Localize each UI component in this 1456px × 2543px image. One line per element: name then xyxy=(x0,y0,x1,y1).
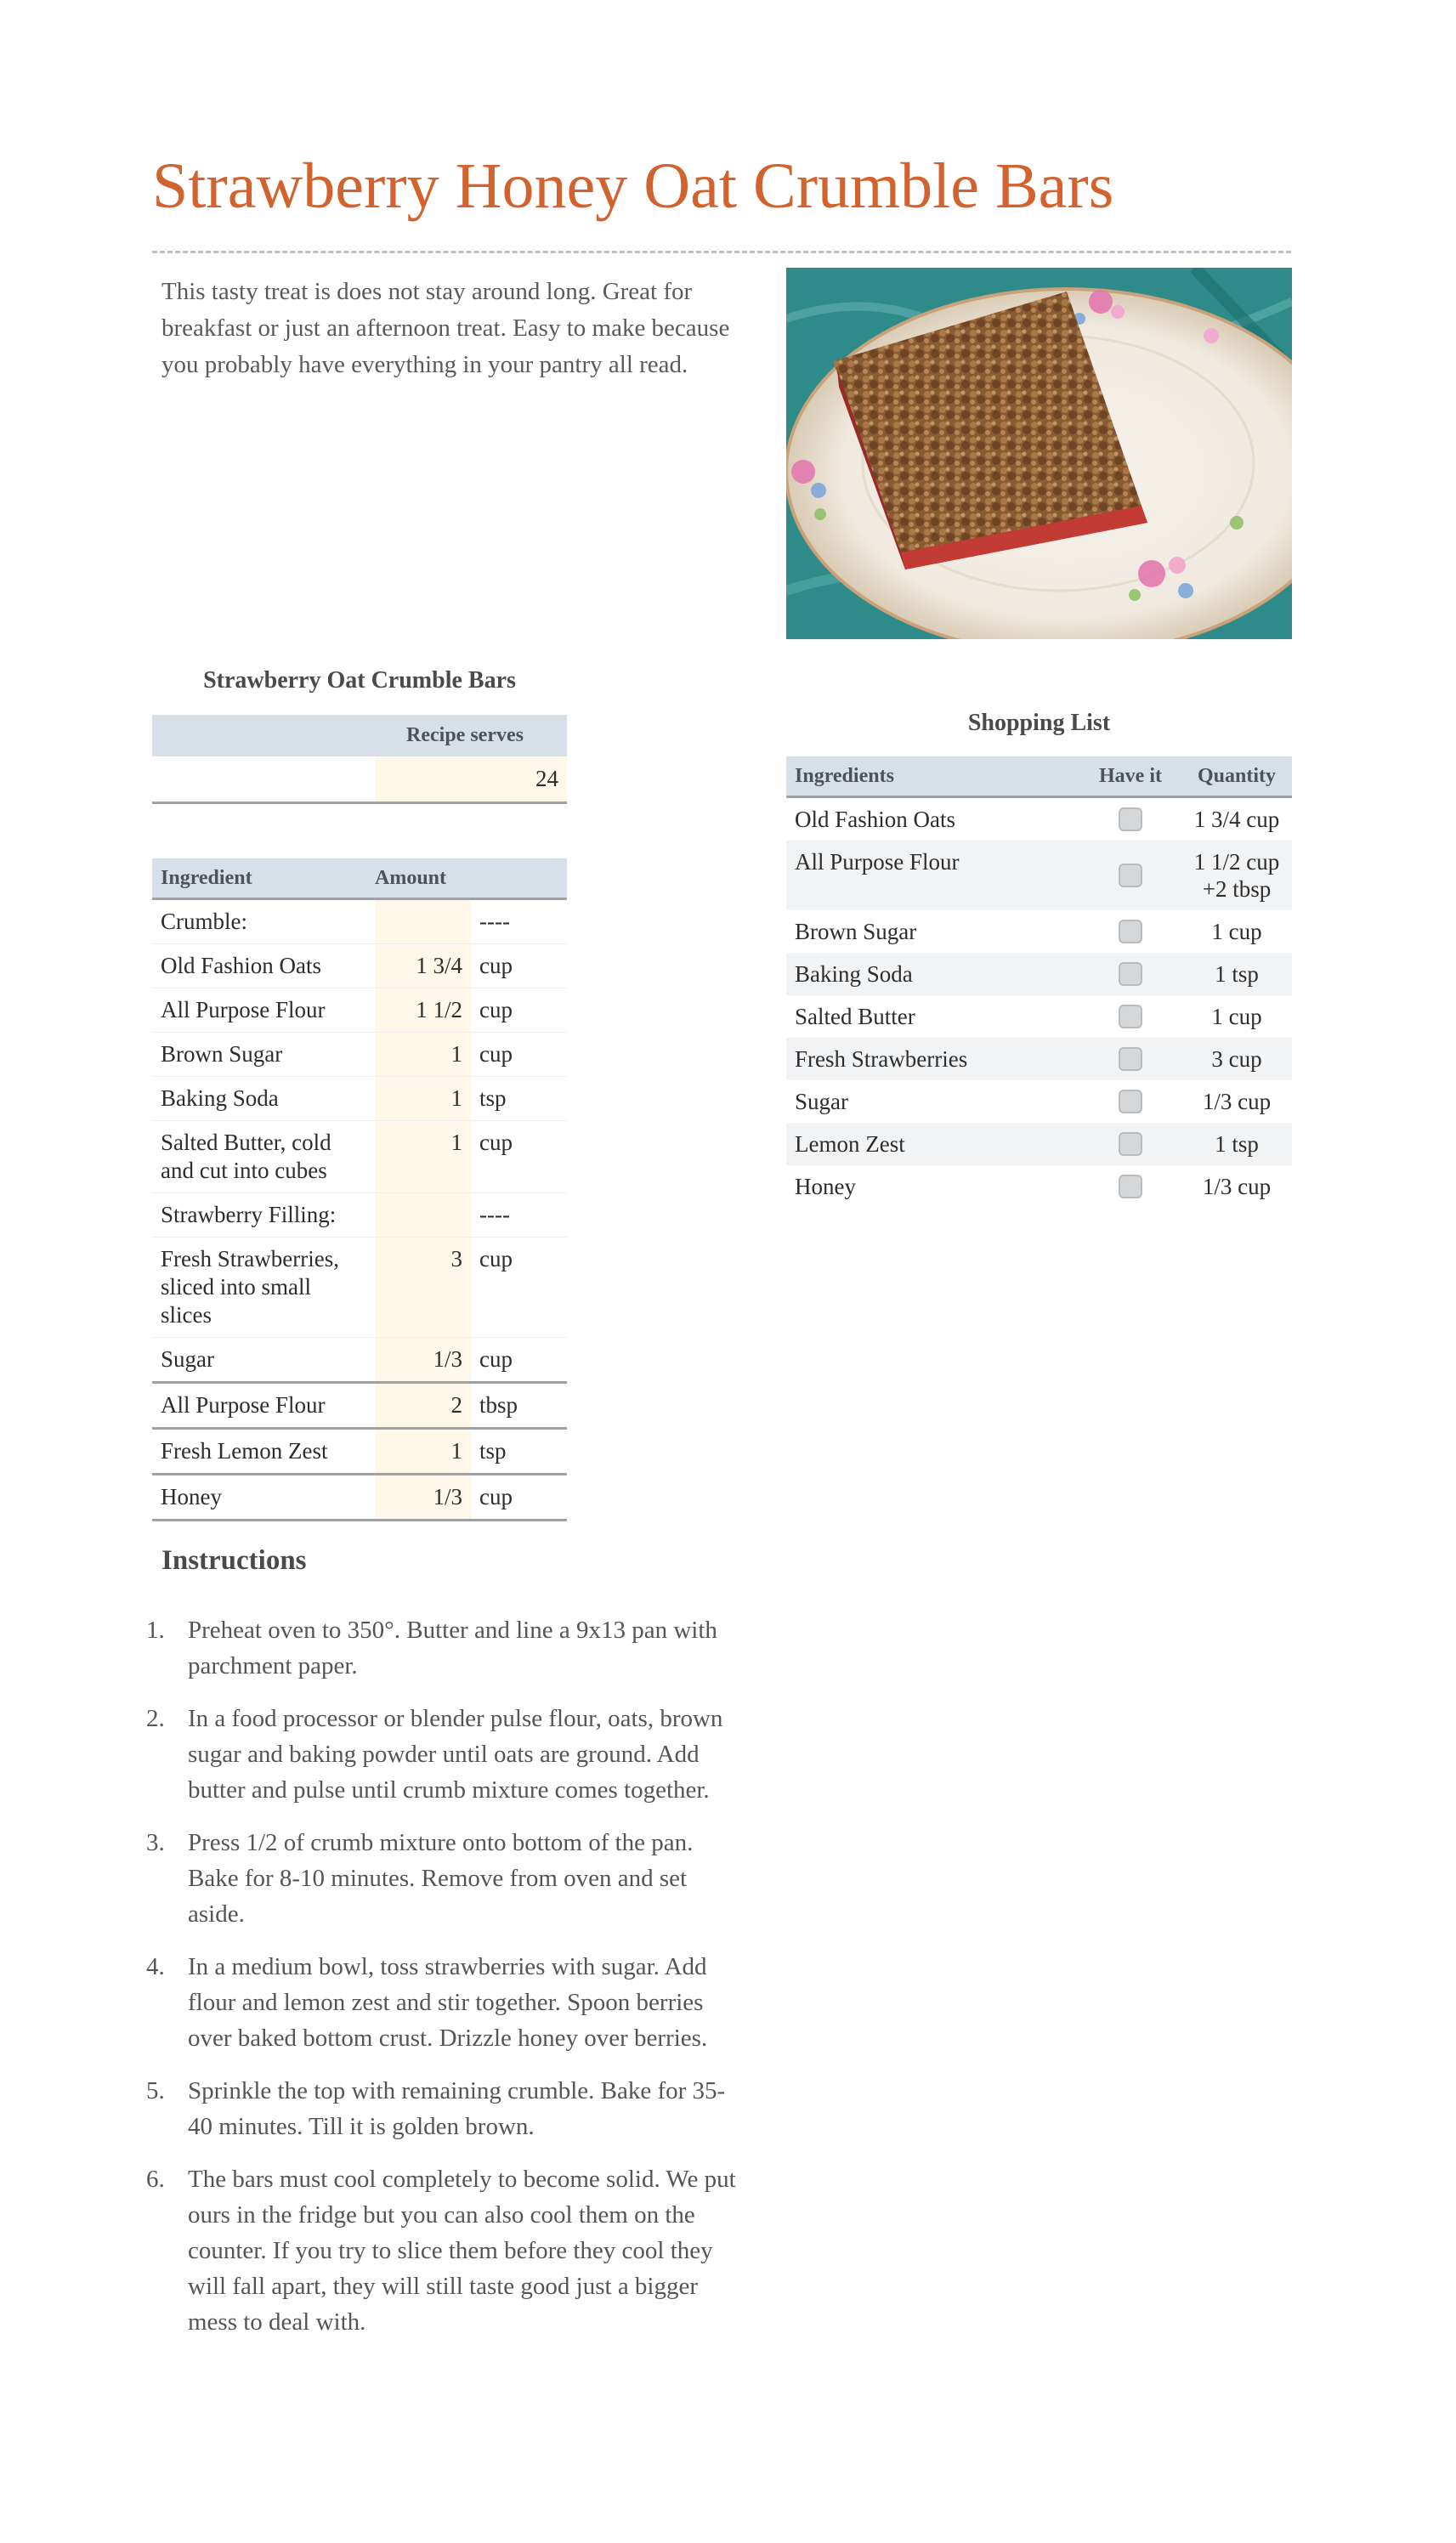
shopping-list-rows xyxy=(786,798,1292,1208)
ingredient-amount[interactable]: 1 xyxy=(375,1430,471,1473)
ingredient-name: Fresh Lemon Zest xyxy=(161,1438,328,1464)
shopping-item-name: Honey xyxy=(795,1174,856,1199)
ingredient-name: Brown Sugar xyxy=(161,1041,283,1067)
shopping-item-quantity: 1 1/2 cup +2 tbsp xyxy=(1193,849,1280,902)
ingredient-unit: cup xyxy=(479,1130,513,1155)
step-number: 2. xyxy=(146,1705,165,1732)
have-it-cell xyxy=(1079,1047,1181,1071)
shopping-item-name: Old Fashion Oats xyxy=(795,807,955,832)
shopping-row xyxy=(786,1123,1292,1165)
ingredient-row xyxy=(152,1238,567,1338)
step-number: 6. xyxy=(146,2166,165,2193)
shopping-item-name: All Purpose Flour xyxy=(795,849,960,875)
have-it-checkbox[interactable] xyxy=(1119,920,1142,943)
ingredient-table xyxy=(152,858,567,1521)
have-it-column-header: Have it xyxy=(1099,764,1162,787)
instruction-step xyxy=(146,1825,741,1932)
serves-header xyxy=(152,715,567,756)
shopping-list-table xyxy=(786,756,1292,1208)
ingredient-name: Sugar xyxy=(161,1346,214,1372)
ingredients-column-header: Ingredients xyxy=(795,764,894,787)
shopping-item-quantity: 1/3 cup xyxy=(1202,1174,1272,1199)
instruction-step xyxy=(146,1949,741,2056)
ingredient-amount[interactable]: 1 xyxy=(375,1077,471,1120)
have-it-cell xyxy=(1079,962,1181,986)
shopping-row xyxy=(786,953,1292,995)
shopping-list-header xyxy=(786,756,1292,798)
ingredient-amount[interactable]: 1 xyxy=(375,1121,471,1192)
have-it-checkbox[interactable] xyxy=(1119,1175,1142,1198)
step-number: 5. xyxy=(146,2077,165,2104)
ingredient-row xyxy=(152,1077,567,1121)
have-it-cell xyxy=(1079,1005,1181,1028)
have-it-cell xyxy=(1079,864,1181,887)
ingredient-row xyxy=(152,900,567,944)
shopping-row xyxy=(786,995,1292,1038)
shopping-item-quantity: 1 cup xyxy=(1211,1004,1262,1029)
instructions-list xyxy=(146,1612,741,2357)
ingredient-amount[interactable] xyxy=(375,1193,471,1237)
serves-row xyxy=(152,756,567,804)
ingredient-name: Salted Butter, cold and cut into cubes xyxy=(161,1130,331,1183)
ingredient-unit: cup xyxy=(479,1484,513,1509)
serves-value[interactable]: 24 xyxy=(375,756,567,801)
instructions-title: Instructions xyxy=(161,1545,307,1576)
have-it-cell xyxy=(1079,1175,1181,1198)
step-text: Sprinkle the top with remaining crumble. Bake for 35-40 minutes. Till it is golden brown. xyxy=(188,2077,726,2140)
ingredient-amount[interactable]: 1/3 xyxy=(375,1475,471,1519)
step-text: In a medium bowl, toss strawberries with sugar. Add flour and lemon zest and stir together. Spoon berries over baked bottom crust. Drizzle honey over berries. xyxy=(188,1953,708,2052)
ingredient-row xyxy=(152,1338,567,1384)
ingredient-name: Strawberry Filling: xyxy=(161,1202,337,1227)
ingredient-row xyxy=(152,944,567,988)
ingredient-unit: tsp xyxy=(479,1438,507,1464)
have-it-checkbox[interactable] xyxy=(1119,1047,1142,1071)
ingredient-column-header: Ingredient xyxy=(161,866,252,889)
step-text: The bars must cool completely to become solid. We put ours in the fridge but you can also cool them on the counter. If you try to slice them before they cool they will fall apart, they will still taste good just a bigger mess to deal with. xyxy=(188,2166,736,2336)
ingredient-amount[interactable]: 2 xyxy=(375,1384,471,1427)
ingredient-amount[interactable]: 1 3/4 xyxy=(375,944,471,988)
crumble-bar-photo xyxy=(786,268,1292,639)
shopping-row xyxy=(786,910,1292,953)
have-it-cell xyxy=(1079,1090,1181,1113)
ingredient-row xyxy=(152,1121,567,1193)
shopping-item-name: Fresh Strawberries xyxy=(795,1046,968,1072)
shopping-row xyxy=(786,1080,1292,1123)
ingredient-unit: tbsp xyxy=(479,1392,518,1418)
intro-text: This tasty treat is does not stay around long. Great for breakfast or just an afternoon treat. Easy to make because you probably have everything in your pantry all read. xyxy=(161,278,730,378)
ingredient-name: Honey xyxy=(161,1484,222,1509)
ingredient-unit: tsp xyxy=(479,1085,507,1111)
shopping-row xyxy=(786,841,1292,910)
ingredient-name: Fresh Strawberries, sliced into small slices xyxy=(161,1246,339,1328)
shopping-row xyxy=(786,1038,1292,1080)
ingredient-unit: cup xyxy=(479,1041,513,1067)
serves-table-title: Strawberry Oat Crumble Bars xyxy=(203,667,516,694)
shopping-item-name: Salted Butter xyxy=(795,1004,915,1029)
shopping-item-quantity: 1 3/4 cup xyxy=(1193,807,1280,832)
shopping-item-name: Lemon Zest xyxy=(795,1131,905,1157)
ingredient-amount[interactable]: 3 xyxy=(375,1238,471,1337)
ingredient-amount[interactable]: 1/3 xyxy=(375,1338,471,1381)
page-title: Strawberry Honey Oat Crumble Bars xyxy=(152,150,1114,222)
step-number: 4. xyxy=(146,1953,165,1980)
serves-header-label: Recipe serves xyxy=(406,724,524,746)
shopping-item-quantity: 1 tsp xyxy=(1215,1131,1259,1157)
step-text: Press 1/2 of crumb mixture onto bottom of the pan. Bake for 8-10 minutes. Remove from oven and set aside. xyxy=(188,1829,694,1928)
ingredient-rows xyxy=(152,900,567,1521)
ingredient-unit: ---- xyxy=(479,909,510,934)
step-number: 1. xyxy=(146,1617,165,1644)
have-it-checkbox[interactable] xyxy=(1119,1090,1142,1113)
shopping-list-title: Shopping List xyxy=(967,710,1111,736)
ingredient-unit: cup xyxy=(479,1346,513,1372)
have-it-cell xyxy=(1079,920,1181,943)
ingredient-amount[interactable]: 1 1/2 xyxy=(375,988,471,1032)
ingredient-row xyxy=(152,1384,567,1430)
ingredient-name: Crumble: xyxy=(161,909,247,934)
ingredient-name: All Purpose Flour xyxy=(161,997,326,1022)
ingredient-name: All Purpose Flour xyxy=(161,1392,326,1418)
title-divider xyxy=(152,251,1291,253)
have-it-checkbox[interactable] xyxy=(1119,807,1142,831)
step-number: 3. xyxy=(146,1829,165,1856)
quantity-column-header: Quantity xyxy=(1197,764,1276,787)
amount-column-header: Amount xyxy=(375,866,447,889)
step-text: Preheat oven to 350°. Butter and line a 9x13 pan with parchment paper. xyxy=(188,1617,717,1679)
ingredient-row xyxy=(152,988,567,1033)
ingredient-row xyxy=(152,1033,567,1077)
ingredient-row xyxy=(152,1430,567,1475)
ingredient-amount[interactable] xyxy=(375,900,471,943)
instruction-step xyxy=(146,2073,741,2144)
ingredient-row xyxy=(152,1475,567,1521)
have-it-checkbox[interactable] xyxy=(1119,1132,1142,1156)
shopping-item-name: Brown Sugar xyxy=(795,919,917,944)
shopping-item-quantity: 3 cup xyxy=(1211,1046,1262,1072)
have-it-checkbox[interactable] xyxy=(1119,864,1142,887)
shopping-item-name: Baking Soda xyxy=(795,961,913,987)
shopping-item-quantity: 1/3 cup xyxy=(1202,1089,1272,1114)
have-it-cell xyxy=(1079,1132,1181,1156)
instruction-step xyxy=(146,1701,741,1808)
ingredient-row xyxy=(152,1193,567,1238)
ingredient-name: Old Fashion Oats xyxy=(161,953,321,978)
step-text: In a food processor or blender pulse flour, oats, brown sugar and baking powder until oats are ground. Add butter and pulse until crumb mixture comes together. xyxy=(188,1705,723,1804)
shopping-row xyxy=(786,798,1292,841)
have-it-checkbox[interactable] xyxy=(1119,962,1142,986)
have-it-cell xyxy=(1079,807,1181,831)
shopping-row xyxy=(786,1165,1292,1208)
ingredient-unit: ---- xyxy=(479,1202,510,1227)
ingredient-name: Baking Soda xyxy=(161,1085,279,1111)
shopping-item-quantity: 1 tsp xyxy=(1215,961,1259,987)
have-it-checkbox[interactable] xyxy=(1119,1005,1142,1028)
instruction-step xyxy=(146,2161,741,2340)
instruction-step xyxy=(146,1612,741,1684)
ingredient-unit: cup xyxy=(479,1246,513,1272)
ingredient-table-header xyxy=(152,858,567,900)
ingredient-unit: cup xyxy=(479,997,513,1022)
ingredient-unit: cup xyxy=(479,953,513,978)
ingredient-amount[interactable]: 1 xyxy=(375,1033,471,1076)
shopping-item-name: Sugar xyxy=(795,1089,848,1114)
shopping-item-quantity: 1 cup xyxy=(1211,919,1262,944)
